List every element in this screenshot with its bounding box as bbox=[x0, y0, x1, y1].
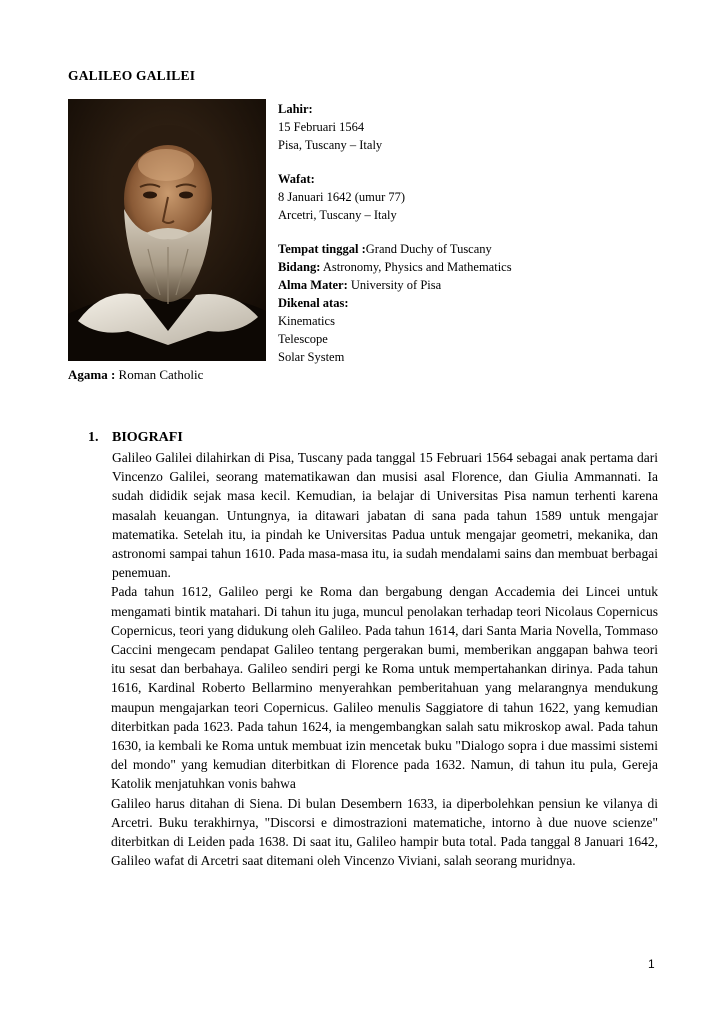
section-title: BIOGRAFI bbox=[112, 430, 183, 445]
born-date: 15 Februari 1564 bbox=[278, 120, 365, 134]
religion-line bbox=[68, 367, 203, 383]
page-number: 1 bbox=[648, 957, 655, 971]
known-label: Dikenal atas: bbox=[278, 296, 349, 310]
field-label: Bidang: bbox=[278, 260, 321, 274]
biodata-panel bbox=[278, 100, 578, 366]
document-title: GALILEO GALILEI bbox=[68, 68, 196, 83]
died-place: Arcetri, Tuscany – Italy bbox=[278, 208, 397, 222]
born-label: Lahir: bbox=[278, 102, 313, 116]
field-line bbox=[278, 258, 578, 276]
residence-label: Tempat tinggal : bbox=[278, 242, 366, 256]
alma-label: Alma Mater: bbox=[278, 278, 348, 292]
section-heading bbox=[88, 428, 658, 448]
biography-paragraph: Galileo Galilei dilahirkan di Pisa, Tuscany pada tanggal 15 Februari 1564 sebagai anak pertama dari Vincenzo Galilei, seorang matematikawan dan musisi asal Florence, dan Giulia Ammannati. Ia sudah dididik sejak masa kecil. Kemudian, ia belajar di Universitas Pisa namun terhenti karena masalah keuangan. Untungnya, ia ditawari jabatan di sana pada tahun 1589 untuk mengajar matematika. Setelah itu, ia pindah ke Universitas Padua untuk mengajar geometri, mekanika, dan astronomi sampai tahun 1610. Pada masa-masa itu, ia sudah mendalami sains dan membuat berbagai penemuan. bbox=[112, 450, 658, 581]
biography-paragraph: Pada tahun 1612, Galileo pergi ke Roma dan bergabung dengan Accademia dei Lincei untuk mengamati bintik matahari. Di tahun itu juga, muncul penolakan terhadap teori Nicolaus Copernicus Copernicus, teori yang didukung oleh Galileo. Pada tahun 1614, dari Santa Maria Novella, Tommaso Caccini mengecam pendapat Galileo tentang pergerakan bumi, memberikan anggapan bahwa teori itu sesat dan berbahaya. Galileo sendiri pergi ke Roma untuk mempertahankan dirinya. Pada tahun 1616, Kardinal Roberto Bellarmino menyerahkan pemberitahuan yang melarangnya mendukung maupun mengajarkan teori Copernicus. Galileo menulis Saggiatore di tahun 1622, yang kemudian diterbitkan pada 1623. Pada tahun 1624, ia mengembangkan salah satu mikroskop awal. Pada tahun 1630, ia kembali ke Roma untuk membuat izin mencetak buku "Dialogo sopra i due massimi sistemi del mondo" yang kemudian diterbitkan di Florence pada 1632. Namun, di tahun itu pula, Gereja Katolik menjatuhkan vonis bahwa bbox=[111, 584, 658, 792]
religion-value: Roman Catholic bbox=[118, 367, 204, 382]
alma-value: University of Pisa bbox=[350, 278, 442, 292]
religion-label: Agama : bbox=[68, 367, 116, 382]
biography-paragraph: Galileo harus ditahan di Siena. Di bulan Desembern 1633, ia diperbolehkan pensiun ke vilanya di Arcetri. Buku terakhirnya, "Discorsi e dimostrazioni matematiche, intorno à due nuove scienze" diterbitkan di Leiden pada 1638. Di saat itu, Galileo hampir buta total. Pada tanggal 8 Januari 1642, Galileo wafat di Arcetri saat ditemani oleh Vincenzo Viviani, salah seorang muridnya. bbox=[111, 795, 658, 869]
biography-section bbox=[88, 428, 658, 870]
portrait-image bbox=[68, 99, 266, 361]
section-number: 1. bbox=[88, 430, 99, 445]
died-label: Wafat: bbox=[278, 172, 315, 186]
field-value: Astronomy, Physics and Mathematics bbox=[322, 260, 512, 274]
born-place: Pisa, Tuscany – Italy bbox=[278, 138, 383, 152]
known-item: Solar System bbox=[278, 350, 345, 364]
alma-line bbox=[278, 276, 578, 294]
residence-value: Grand Duchy of Tuscany bbox=[365, 242, 492, 256]
known-item: Telescope bbox=[278, 332, 328, 346]
residence-line bbox=[278, 240, 578, 258]
galileo-portrait bbox=[68, 99, 266, 361]
died-date: 8 Januari 1642 (umur 77) bbox=[278, 190, 406, 204]
known-item: Kinematics bbox=[278, 314, 335, 328]
